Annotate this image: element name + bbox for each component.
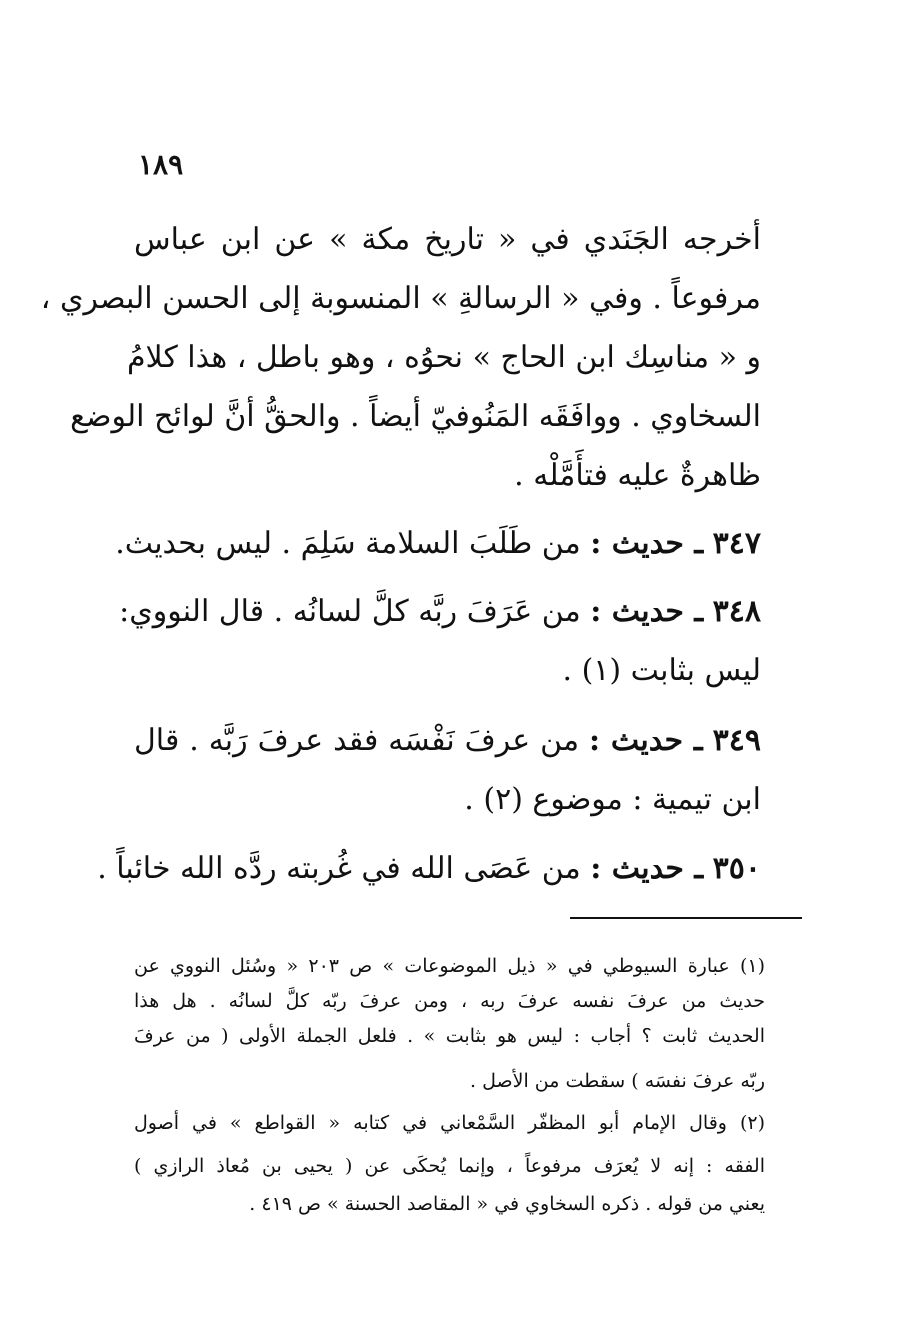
footnote-line: الحديث ثابت ؟ أجاب : ليس هو بثابت » . فلعل الجملة الأولى ( من عرفَ [134, 1025, 765, 1047]
footnote-line: حديث من عرفَ نفسه عرفَ ربه ، ومن عرفَ ربّه كلَّ لسانُه . هل هذا [134, 990, 765, 1012]
hadith-entry-348 [119, 592, 761, 632]
hadith-number: ٣٤٧ [712, 526, 761, 561]
hadith-text: من عرفَ نَفْسَه فقد عرفَ رَبَّه . قال [134, 723, 580, 758]
hadith-text: من عَصَى الله في غُربته ردَّه الله خائباً . [97, 851, 581, 886]
footnote-line: يعني من قوله . ذكره السخاوي في « المقاصد الحسنة » ص ٤١٩ . [249, 1193, 765, 1215]
body-line: السخاوي . ووافَقَه المَنُوفيّ أيضاً . والحقُّ أنَّ لوائح الوضع [70, 399, 761, 434]
body-line: مرفوعاً . وفي « الرسالةِ » المنسوبة إلى الحسن البصري ، [40, 281, 761, 316]
hadith-label: ـ حديث : [589, 723, 703, 758]
hadith-continuation: ليس بثابت (١) . [562, 653, 761, 688]
footnote-line: (١) عبارة السيوطي في « ذيل الموضوعات » ص ٢٠٣ « وسُئل النووي عن [134, 955, 766, 977]
hadith-label: ـ حديث : [590, 526, 704, 561]
footnote-line: (٢) وقال الإمام أبو المظفّر السَّمْعاني في كتابه « القواطع » في أصول [134, 1112, 765, 1134]
hadith-number: ٣٤٩ [712, 723, 761, 758]
hadith-label: ـ حديث : [590, 851, 704, 886]
hadith-entry-350 [97, 849, 761, 889]
body-line: ظاهرةٌ عليه فتأَمَّلْه . [514, 458, 761, 493]
footnote-divider [570, 917, 802, 919]
footnote-line: الفقه : إنه لا يُعرَف مرفوعاً ، وإنما يُحكَى عن ( يحيى بن مُعاذ الرازي ) [134, 1155, 765, 1177]
hadith-label: ـ حديث : [590, 594, 704, 629]
body-line: و « مناسِك ابن الحاج » نحوُه ، وهو باطل ، هذا كلامُ [126, 340, 761, 375]
hadith-continuation: ابن تيمية : موضوع (٢) . [464, 782, 761, 817]
body-line: أخرجه الجَنَدي في « تاريخ مكة » عن ابن عباس [134, 222, 761, 257]
hadith-entry-349 [134, 721, 761, 761]
hadith-text: من طَلَبَ السلامة سَلِمَ . ليس بحديث. [115, 526, 581, 561]
page-number: ١٨٩ [138, 148, 184, 181]
footnote-line: ربّه عرفَ نفسَه ) سقطت من الأصل . [470, 1070, 765, 1092]
hadith-number: ٣٥٠ [712, 851, 761, 886]
hadith-number: ٣٤٨ [712, 594, 761, 629]
hadith-text: من عَرَفَ ربَّه كلَّ لسانُه . قال النووي: [119, 594, 581, 629]
hadith-entry-347 [115, 524, 761, 564]
